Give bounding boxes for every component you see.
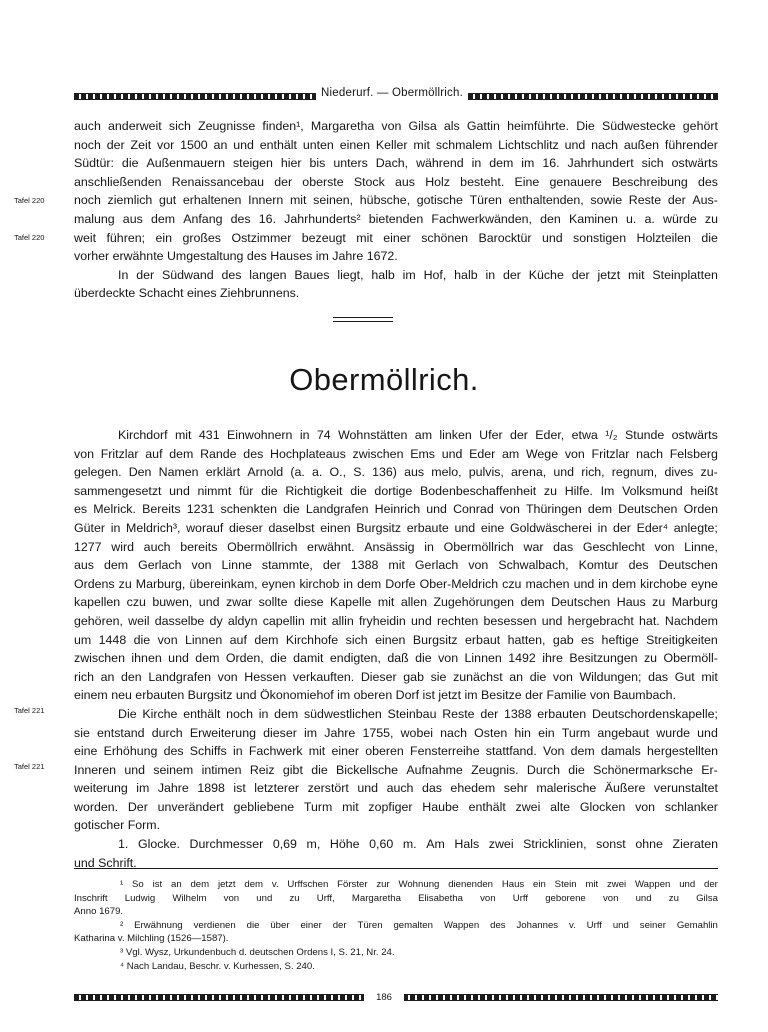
footnote-rule <box>74 868 718 869</box>
text-line: malung aus dem Anfang des 16. Jahrhunderts² bietenden Fachwerkwänden, den Kaminen u. a. würde zu <box>74 211 718 226</box>
margin-note-tafel: Tafel 221 <box>14 706 45 715</box>
intro-paragraph <box>74 117 718 303</box>
text-line: sammengesetzt und nimmt für die Richtigkeit die dortige Bodenbeschaffenheit zu Hilfe. Im Volksmund heißt <box>74 483 718 498</box>
text-line: es Melrick. Bereits 1231 schenkten die Landgrafen Heinrich und Conrad von Thüringen dem Deutschen Orden <box>74 502 718 517</box>
header-ornament-right <box>468 93 718 100</box>
page-number: 186 <box>364 992 404 1003</box>
text-line: sie entstand durch Erweiterung dieser im Jahre 1755, wobei nach Osten hin ein Turm angebaut wurde und <box>74 725 718 740</box>
text-line: gelegen. Den Namen erklärt Arnold (a. a. O., S. 136) aus melo, pulvis, arena, und rich, regnum, dives zu- <box>74 465 718 480</box>
footnote-line: Anno 1679. <box>74 906 124 918</box>
text-line: weiterung im Jahre 1898 ist letzterer zerstört und auch das ehedem sehr malerische Äußere verunstaltet <box>74 781 718 796</box>
text-line: überdeckte Schacht eines Ziehbrunnens. <box>74 286 300 301</box>
text-line: anschließenden Renaissancebau der oberste Stock aus Holz besteht. Eine genauere Beschreibung des <box>74 174 718 189</box>
footnote-line: ² Erwähnung verdienen die über einer der Türen gemalten Wappen des Johannes v. Urff und seiner Gemahlin <box>120 919 718 931</box>
text-line: eine Erhöhung des Schiffs in Fachwerk mit einer oberen Fensterreihe stattfand. Von dem damals hergestellten <box>74 744 718 759</box>
text-line: Inneren und seinem intimen Reiz gibt die Bickellsche Aufnahme Zeugnis. Durch die Schönermarksche Er- <box>74 762 718 777</box>
text-line: um 1448 die von Linnen auf dem Kirchhofe sich einen Burgsitz erbaut hatten, gab es heftige Streitigkeiten <box>74 632 718 647</box>
margin-note-tafel: Tafel 220 <box>14 233 45 242</box>
text-line: vorher erwähnte Umgestaltung des Hauses im Jahre 1672. <box>74 249 398 264</box>
text-line: noch der Zeit vor 1500 an und enthält unten einen Keller mit schmalem Lichtschlitz und nach außen führender <box>74 137 718 152</box>
text-line: gehören, weil dasselbe dy aldyn capellin mit allin fryheidin und rechten besessen und hergebracht hat. Nachdem <box>74 613 718 628</box>
text-line: Ordens zu Marburg, übereinkam, eynen kirchob in dem Dorfe Ober-Meldrich czu machen und in dem kirchobe eyne <box>74 576 718 591</box>
text-line: rich an den Landgrafen von Hessen verkauften. Dieser gab sie zunächst an die von Wildungen; das Gut mit <box>74 669 718 684</box>
header-ornament-left <box>74 93 316 100</box>
text-line: worden. Der unverändert gebliebene Turm mit zopfiger Haube enthält zwei alte Glocken von schlanker <box>74 799 718 814</box>
text-line: In der Südwand des langen Baues liegt, halb im Hof, halb in der Küche der jetzt mit Steinplatten <box>118 267 718 282</box>
text-line: Die Kirche enthält noch in dem südwestlichen Steinbau Reste der 1388 erbauten Deutschordenskapelle; <box>118 706 718 721</box>
text-line: 1. Glocke. Durchmesser 0,69 m, Höhe 0,60 m. Am Hals zwei Stricklinien, sonst ohne Zieraten <box>118 837 718 852</box>
footnote-line: Inschrift Ludwig Wilhelm von und zu Urff, Margaretha Elisabetha von Urff geborene von und zu Gilsa <box>74 892 718 904</box>
section-divider <box>333 317 393 318</box>
text-line: auch anderweit sich Zeugnisse finden¹, Margaretha von Gilsa als Gattin heimführte. Die Südwestecke gehört <box>74 119 718 133</box>
text-line: zwischen ihnen und dem Orden, die damit endigten, daß die von Linnen 1492 ihre Besitzungen zu Obermöll- <box>74 651 718 666</box>
section-divider <box>333 321 393 322</box>
section-title: Obermöllrich. <box>289 362 479 397</box>
text-line: und Schrift. <box>74 855 137 870</box>
footnotes <box>74 878 718 973</box>
text-line: einem neu erbauten Burgsitz und Ökonomiehof im oberen Dorf ist jetzt im Besitze der Familie von Baumbach. <box>74 688 676 703</box>
text-line: 1277 wird auch bereits Obermöllrich erwähnt. Ansässig in Obermöllrich war das Geschlecht von Linne, <box>74 539 718 554</box>
text-line: Südtür: die Außenmauern steigen hier bis unters Dach, während in dem im 16. Jahrhundert sich ostwärts <box>74 156 718 171</box>
text-line: aus dem Gerlach von Linne stammte, der 1388 mit Gerlach von Schwalbach, Komtur des Deutschen <box>74 558 718 573</box>
body-text <box>74 426 718 872</box>
footnote-line: ³ Vgl. Wysz, Urkundenbuch d. deutschen Ordens I, S. 21, Nr. 24. <box>120 946 395 958</box>
text-line: gotischer Form. <box>74 818 161 833</box>
text-line: Güter in Meldrich³, worauf dieser daselbst einen Burgsitz erbaute und eine Goldwäscherei in der Eder⁴ anlegte; <box>74 520 718 535</box>
text-line: von Fritzlar auf dem Rande des Hochplateaus zwischen Ems und Eder am Wege von Fritzlar nach Felsberg <box>74 446 718 461</box>
text-line: kapellen czu buwen, und zwar sollte diese Kapelle mit allen Zugehörungen dem Deutschen Haus zu Marburg <box>74 595 718 610</box>
running-header: Niederurf. — Obermöllrich. <box>321 87 463 99</box>
margin-note-tafel: Tafel 221 <box>14 762 45 771</box>
footnote-line: Katharina v. Milchling (1526—1587). <box>74 933 229 945</box>
footnote-line: ¹ So ist an dem jetzt dem v. Urffschen Förster zur Wohnung dienenden Haus ein Stein mit zwei Wappen und der <box>120 879 718 890</box>
text-line: noch ziemlich gut erhaltenen Innern mit seinen, hübsche, gotische Türen enthaltenden, sowie Reste der Aus- <box>74 193 718 208</box>
footnote-line: ⁴ Nach Landau, Beschr. v. Kurhessen, S. 240. <box>120 960 315 972</box>
text-line: Kirchdorf mit 431 Einwohnern in 74 Wohnstätten am linken Ufer der Eder, etwa ¹/₂ Stunde ostwärts <box>118 428 718 442</box>
text-line: weit führen; ein großes Ostzimmer bezeugt mit einer schönen Barocktür und sonstigen Holzteilen die <box>74 230 718 245</box>
margin-note-tafel: Tafel 220 <box>14 196 45 205</box>
